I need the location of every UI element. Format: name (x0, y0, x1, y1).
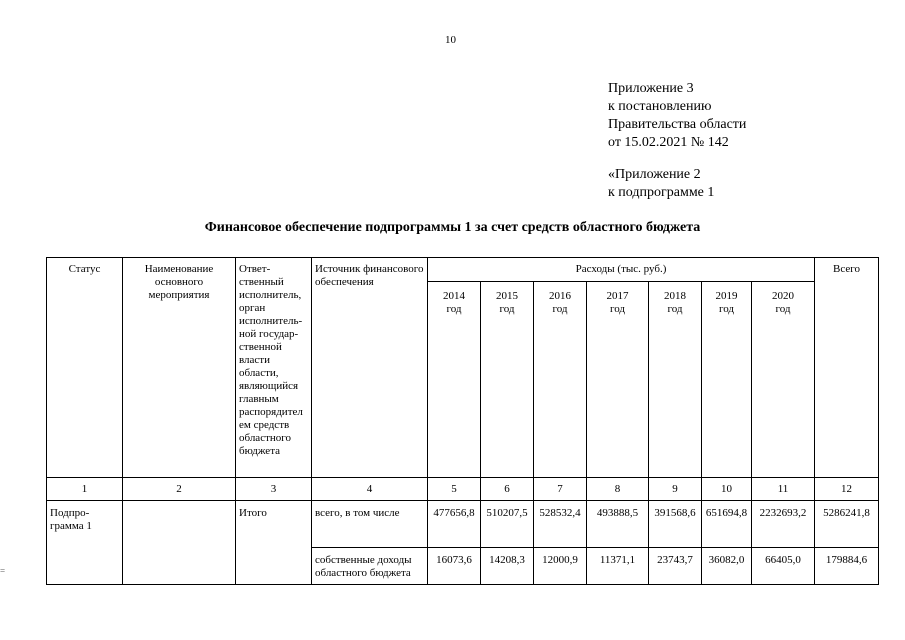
row-source: собственные доходы областного бюджета (312, 548, 428, 585)
header-row (47, 258, 879, 282)
row-activity (123, 501, 236, 585)
header-year: 2016 год (534, 282, 587, 478)
row-value: 528532,4 (534, 501, 587, 548)
appendix-line: «Приложение 2 (608, 167, 701, 182)
appendix-line: к постановлению (608, 99, 712, 114)
header-year: 2014 год (428, 282, 481, 478)
appendix-line: Приложение 3 (608, 81, 694, 96)
header-year: 2019 год (702, 282, 752, 478)
header-source: Источник финансового обеспечения (312, 258, 428, 478)
column-number: 10 (702, 478, 752, 501)
column-number: 7 (534, 478, 587, 501)
column-number: 9 (649, 478, 702, 501)
row-value: 23743,7 (649, 548, 702, 585)
row-value: 12000,9 (534, 548, 587, 585)
header-executor: Ответ-ственный исполнитель, орган исполнительной государ-ственной власти области, являющийся главным распорядител ем средств областного бюджета (236, 258, 312, 478)
column-number: 11 (752, 478, 815, 501)
column-number: 2 (123, 478, 236, 501)
column-number: 3 (236, 478, 312, 501)
header-total: Всего (815, 258, 879, 478)
column-number: 8 (587, 478, 649, 501)
row-value: 477656,8 (428, 501, 481, 548)
document-title: Финансовое обеспечение подпрограммы 1 за счет средств областного бюджета (204, 220, 701, 235)
page-number: 10 (445, 34, 456, 46)
column-number: 1 (47, 478, 123, 501)
appendix-line: от 15.02.2021 № 142 (608, 135, 729, 150)
header-year: 2020 год (752, 282, 815, 478)
row-value: 510207,5 (481, 501, 534, 548)
row-value: 11371,1 (587, 548, 649, 585)
row-status: Подпро-грамма 1 (47, 501, 123, 585)
header-year: 2017 год (587, 282, 649, 478)
previous-appendix-block (608, 166, 714, 202)
header-year: 2018 год (649, 282, 702, 478)
table-row (47, 501, 879, 548)
row-executor: Итого (236, 501, 312, 585)
row-value: 651694,8 (702, 501, 752, 548)
row-total: 5286241,8 (815, 501, 879, 548)
header-spending: Расходы (тыс. руб.) (428, 258, 815, 282)
row-value: 2232693,2 (752, 501, 815, 548)
header-year: 2015 год (481, 282, 534, 478)
column-number: 12 (815, 478, 879, 501)
row-value: 391568,6 (649, 501, 702, 548)
appendix-block (608, 80, 746, 152)
appendix-line: к подпрограмме 1 (608, 185, 715, 200)
header-status: Статус (47, 258, 123, 478)
row-value: 66405,0 (752, 548, 815, 585)
row-value: 14208,3 (481, 548, 534, 585)
header-activity: Наименование основного мероприятия (123, 258, 236, 478)
row-total: 179884,6 (815, 548, 879, 585)
financing-table (46, 257, 879, 585)
margin-mark: = (0, 566, 6, 576)
appendix-line: Правительства области (608, 117, 747, 132)
column-number: 5 (428, 478, 481, 501)
row-source: всего, в том числе (312, 501, 428, 548)
column-number: 4 (312, 478, 428, 501)
row-value: 16073,6 (428, 548, 481, 585)
row-value: 36082,0 (702, 548, 752, 585)
row-value: 493888,5 (587, 501, 649, 548)
column-numbers-row (47, 478, 879, 501)
column-number: 6 (481, 478, 534, 501)
